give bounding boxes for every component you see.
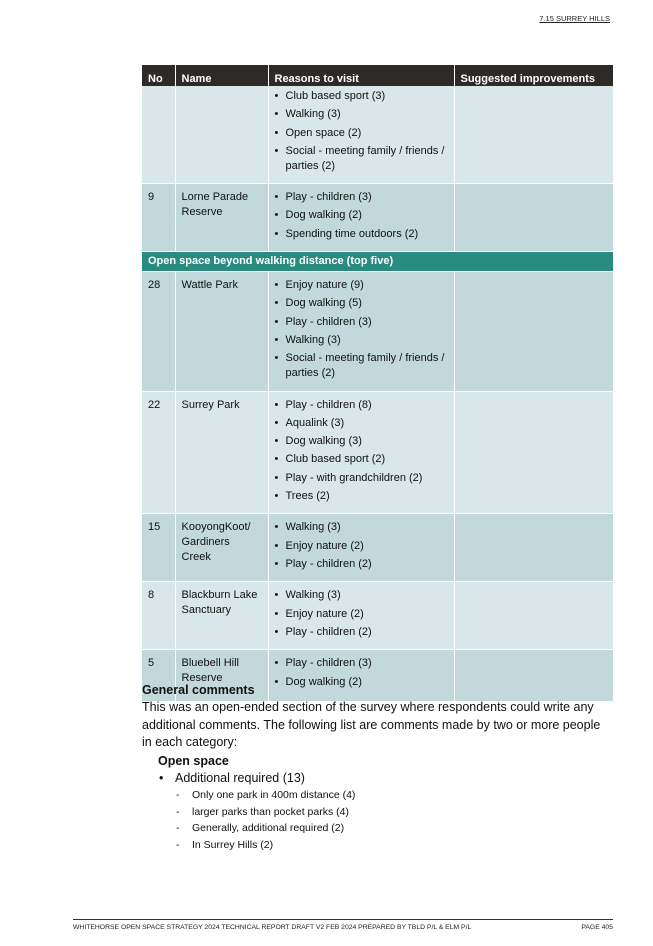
table-row	[142, 272, 613, 391]
column-header-name: Name	[175, 65, 268, 86]
reason-item: • Open space (2)	[275, 126, 448, 141]
cell-no	[142, 86, 175, 184]
column-header-no: No	[142, 65, 175, 86]
cell-reasons	[268, 272, 454, 391]
cell-improvements	[454, 391, 613, 514]
reason-item: • Social - meeting family / friends / parties (2)	[275, 144, 448, 174]
reason-item: • Play - children (8)	[275, 398, 448, 413]
dash-icon: -	[176, 805, 180, 818]
reason-item: • Enjoy nature (9)	[275, 278, 448, 293]
cell-reasons	[268, 650, 454, 702]
list-item	[176, 822, 355, 839]
table-row	[142, 514, 613, 582]
page-number: PAGE 405	[581, 924, 613, 931]
footer-divider	[73, 919, 613, 920]
cell-improvements	[454, 86, 613, 184]
cell-reasons	[268, 514, 454, 582]
list-item-text: Only one park in 400m distance (4)	[192, 789, 356, 801]
section-heading: Open space beyond walking distance (top five)	[142, 252, 613, 272]
reason-item: • Play - children (2)	[275, 557, 448, 572]
column-header-reasons: Reasons to visit	[268, 65, 454, 86]
reason-item: • Dog walking (2)	[275, 208, 448, 223]
cell-name: Lorne Parade Reserve	[175, 184, 268, 252]
survey-table	[142, 65, 613, 702]
table-row	[142, 184, 613, 252]
cell-name: Bluebell Hill Reserve	[175, 650, 268, 702]
cell-name: Blackburn Lake Sanctuary	[175, 582, 268, 650]
reason-item: • Trees (2)	[275, 489, 448, 504]
cell-no: 8	[142, 582, 175, 650]
section-header: 7.15 SURREY HILLS	[539, 14, 610, 23]
cell-improvements	[454, 650, 613, 702]
reason-item: • Play - with grandchildren (2)	[275, 471, 448, 486]
dash-icon: -	[176, 789, 180, 801]
table-row	[142, 391, 613, 514]
dash-icon: -	[176, 822, 180, 834]
cell-name: KooyongKoot/ Gardiners Creek	[175, 514, 268, 582]
reason-item: • Play - children (3)	[275, 190, 448, 205]
cell-no: 22	[142, 391, 175, 514]
reason-item: • Club based sport (2)	[275, 452, 448, 467]
list-item-text: In Surrey Hills (2)	[192, 838, 274, 851]
reason-item: • Enjoy nature (2)	[275, 539, 448, 554]
bullet-icon: •	[159, 771, 164, 785]
reason-item: • Spending time outdoors (2)	[275, 227, 448, 242]
category-title: Open space	[158, 754, 229, 768]
sub-comment-list	[176, 789, 355, 855]
reason-item: • Enjoy nature (2)	[275, 607, 448, 622]
column-header-improvements: Suggested improvements	[454, 65, 613, 86]
cell-reasons	[268, 184, 454, 252]
reason-item: • Play - children (3)	[275, 315, 448, 330]
reason-item: • Dog walking (2)	[275, 675, 448, 690]
reason-item: • Play - children (3)	[275, 656, 448, 671]
section-heading-row	[142, 252, 613, 272]
reason-item: • Club based sport (3)	[275, 89, 448, 104]
cell-reasons	[268, 391, 454, 514]
cell-no: 28	[142, 272, 175, 391]
reason-item: • Aqualink (3)	[275, 416, 448, 431]
reason-item: • Walking (3)	[275, 107, 448, 122]
cell-no: 15	[142, 514, 175, 582]
list-item-text: larger parks than pocket parks (4)	[192, 805, 349, 818]
comment-bullet	[159, 771, 305, 785]
general-comments-text: This was an open-ended section of the survey where respondents could write any additional comments. The following list are comments made by two or more people in each category:	[142, 700, 601, 749]
cell-improvements	[454, 184, 613, 252]
comment-bullet-text: Additional required (13)	[175, 771, 305, 785]
table-row	[142, 582, 613, 650]
list-item	[176, 806, 355, 823]
list-item-text: Generally, additional required (2)	[192, 822, 345, 834]
cell-no: 9	[142, 184, 175, 252]
cell-no: 5	[142, 650, 175, 702]
cell-name	[175, 86, 268, 184]
cell-name: Surrey Park	[175, 391, 268, 514]
reason-item: • Dog walking (5)	[275, 296, 448, 311]
reason-item: • Walking (3)	[275, 333, 448, 348]
general-comments-title: General comments	[142, 683, 255, 697]
footer-text: WHITEHORSE OPEN SPACE STRATEGY 2024 TECHNICAL REPORT DRAFT V2 FEB 2024 PREPARED BY TBLD P/L & ELM P/L	[73, 924, 472, 931]
table-row	[142, 86, 613, 184]
reason-item: • Play - children (2)	[275, 625, 448, 640]
cell-reasons	[268, 582, 454, 650]
cell-reasons	[268, 86, 454, 184]
reason-item: • Walking (3)	[275, 520, 448, 535]
reason-item: • Social - meeting family / friends / parties (2)	[275, 351, 448, 381]
cell-improvements	[454, 514, 613, 582]
cell-improvements	[454, 582, 613, 650]
cell-improvements	[454, 272, 613, 391]
list-item	[176, 839, 355, 856]
table-header-row	[142, 65, 613, 86]
reason-item: • Dog walking (3)	[275, 434, 448, 449]
cell-name: Wattle Park	[175, 272, 268, 391]
dash-icon: -	[176, 838, 180, 851]
list-item	[176, 789, 355, 806]
reason-item: • Walking (3)	[275, 588, 448, 603]
